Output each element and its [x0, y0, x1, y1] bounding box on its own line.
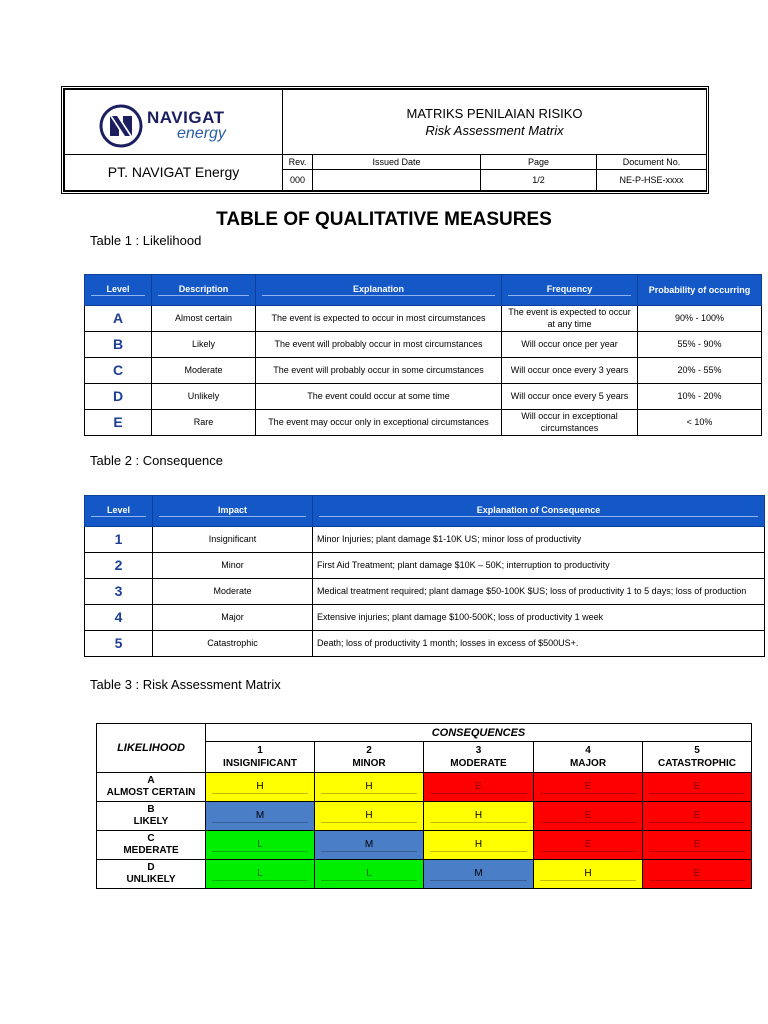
t2-header-impact: Impact — [153, 496, 313, 527]
doc-title-id: MATRIKS PENILAIAN RISIKO — [406, 105, 583, 121]
matrix-row-name: MEDERATE — [123, 845, 179, 856]
t2-cell-level: 1 — [85, 527, 153, 553]
t1-cell-probability: 90% - 100% — [638, 306, 762, 332]
matrix-risk-cell — [643, 773, 752, 802]
risk-rating: M — [212, 810, 308, 823]
t2-cell-level: 3 — [85, 579, 153, 605]
matrix-risk-cell — [315, 802, 424, 831]
t1-cell-level: C — [85, 358, 152, 384]
t2-cell-level: 4 — [85, 605, 153, 631]
t2-cell-explanation: First Aid Treatment; plant damage $10K – 50K; interruption to productivity — [313, 553, 765, 579]
matrix-risk-cell — [206, 773, 315, 802]
t1-cell-level: E — [85, 410, 152, 436]
meta-label-rev: Rev. — [283, 154, 313, 169]
matrix-risk-cell — [206, 802, 315, 831]
matrix-row-name: ALMOST CERTAIN — [106, 787, 196, 798]
meta-label-issued-date: Issued Date — [313, 154, 481, 169]
t1-cell-probability: < 10% — [638, 410, 762, 436]
table3-caption: Table 3 : Risk Assessment Matrix — [90, 677, 281, 692]
risk-rating: E — [649, 839, 745, 852]
matrix-row-name: LIKELY — [133, 816, 169, 827]
matrix-risk-cell — [534, 802, 643, 831]
matrix-row-letter: A — [147, 774, 155, 786]
consequence-row — [85, 553, 765, 579]
risk-rating: E — [649, 868, 745, 881]
t1-cell-probability: 55% - 90% — [638, 332, 762, 358]
t1-cell-level: A — [85, 306, 152, 332]
t1-cell-frequency: Will occur once per year — [502, 332, 638, 358]
likelihood-label: LIKELIHOOD — [97, 724, 206, 773]
t2-cell-impact: Moderate — [153, 579, 313, 605]
risk-rating: H — [321, 810, 417, 823]
matrix-col-num: 5 — [694, 745, 700, 756]
t1-cell-level: B — [85, 332, 152, 358]
t2-cell-impact: Minor — [153, 553, 313, 579]
matrix-risk-cell — [534, 773, 643, 802]
t2-cell-impact: Catastrophic — [153, 631, 313, 657]
meta-value-doc-no: NE-P-HSE-xxxx — [597, 169, 707, 190]
company-name: PT. NAVIGAT Energy — [65, 154, 283, 190]
t1-cell-explanation: The event is expected to occur in most circumstances — [256, 306, 502, 332]
t1-cell-description: Moderate — [152, 358, 256, 384]
matrix-risk-cell — [424, 831, 534, 860]
meta-label-page: Page — [481, 154, 597, 169]
matrix-risk-cell — [643, 860, 752, 889]
doc-title-en: Risk Assessment Matrix — [425, 122, 564, 138]
logo-name: NAVIGAT — [147, 108, 225, 127]
table2-caption: Table 2 : Consequence — [90, 453, 223, 468]
risk-rating: H — [212, 781, 308, 794]
risk-rating: E — [649, 810, 745, 823]
t1-cell-probability: 20% - 55% — [638, 358, 762, 384]
risk-rating: H — [430, 810, 527, 823]
matrix-row-header — [97, 773, 206, 802]
document-header — [64, 89, 707, 191]
t2-cell-explanation: Extensive injuries; plant damage $100-500K; loss of productivity 1 week — [313, 605, 765, 631]
matrix-risk-cell — [206, 860, 315, 889]
likelihood-row — [85, 306, 762, 332]
t1-cell-frequency: Will occur once every 3 years — [502, 358, 638, 384]
consequence-row — [85, 631, 765, 657]
matrix-row-header — [97, 860, 206, 889]
meta-value-page: 1/2 — [481, 169, 597, 190]
t1-cell-level: D — [85, 384, 152, 410]
likelihood-row — [85, 410, 762, 436]
main-title: TABLE OF QUALITATIVE MEASURES — [216, 209, 552, 230]
matrix-row — [97, 860, 752, 889]
risk-rating: E — [430, 781, 527, 794]
likelihood-row — [85, 358, 762, 384]
navigat-logo-icon — [99, 104, 143, 148]
matrix-risk-cell — [315, 773, 424, 802]
logo-sub: energy — [177, 125, 226, 142]
risk-rating: H — [430, 839, 527, 852]
t1-cell-probability: 10% - 20% — [638, 384, 762, 410]
matrix-risk-cell — [315, 860, 424, 889]
matrix-col-header — [424, 742, 534, 773]
matrix-col-num: 1 — [257, 745, 263, 756]
t1-cell-frequency: Will occur once every 5 years — [502, 384, 638, 410]
risk-rating: H — [540, 868, 636, 881]
matrix-risk-cell — [424, 802, 534, 831]
matrix-col-num: 2 — [366, 745, 372, 756]
risk-rating: L — [212, 868, 308, 881]
t1-cell-description: Rare — [152, 410, 256, 436]
risk-rating: H — [321, 781, 417, 794]
matrix-col-header — [206, 742, 315, 773]
t1-cell-explanation: The event could occur at some time — [256, 384, 502, 410]
risk-rating: M — [321, 839, 417, 852]
matrix-row-header — [97, 831, 206, 860]
meta-value-issued-date — [313, 169, 481, 190]
matrix-col-header — [534, 742, 643, 773]
consequence-row — [85, 527, 765, 553]
t1-cell-explanation: The event may occur only in exceptional circumstances — [256, 410, 502, 436]
risk-rating: L — [212, 839, 308, 852]
t1-header-level: Level — [85, 275, 152, 306]
t1-cell-description: Unlikely — [152, 384, 256, 410]
t2-header-level: Level — [85, 496, 153, 527]
t2-cell-level: 5 — [85, 631, 153, 657]
t1-header-probability: Probability of occurring — [638, 275, 762, 306]
matrix-col-header — [315, 742, 424, 773]
t2-cell-impact: Insignificant — [153, 527, 313, 553]
risk-matrix — [96, 723, 752, 889]
matrix-row-header — [97, 802, 206, 831]
consequence-row — [85, 605, 765, 631]
t1-cell-frequency: The event is expected to occur at any time — [502, 306, 638, 332]
matrix-risk-cell — [424, 860, 534, 889]
matrix-row — [97, 802, 752, 831]
matrix-col-name: MINOR — [352, 758, 386, 769]
risk-rating: E — [649, 781, 745, 794]
t1-cell-frequency: Will occur in exceptional circumstances — [502, 410, 638, 436]
table1-caption: Table 1 : Likelihood — [90, 233, 202, 248]
matrix-col-header — [643, 742, 752, 773]
matrix-row-name: UNLIKELY — [126, 874, 176, 885]
t1-cell-explanation: The event will probably occur in some circumstances — [256, 358, 502, 384]
risk-rating: E — [540, 839, 636, 852]
matrix-row-letter: D — [147, 861, 155, 873]
company-logo — [99, 104, 249, 148]
risk-rating: M — [430, 868, 527, 881]
t1-cell-description: Almost certain — [152, 306, 256, 332]
consequence-row — [85, 579, 765, 605]
likelihood-row — [85, 384, 762, 410]
meta-value-rev: 000 — [283, 169, 313, 190]
t1-cell-description: Likely — [152, 332, 256, 358]
risk-rating: E — [540, 781, 636, 794]
risk-rating: E — [540, 810, 636, 823]
logo-cell — [65, 90, 283, 155]
meta-label-doc-no: Document No. — [597, 154, 707, 169]
matrix-row — [97, 831, 752, 860]
matrix-risk-cell — [534, 831, 643, 860]
matrix-risk-cell — [315, 831, 424, 860]
t2-cell-explanation: Medical treatment required; plant damage $50-100K $US; loss of productivity 1 to 5 days; loss of production — [313, 579, 765, 605]
t2-cell-explanation: Minor Injuries; plant damage $1-10K US; minor loss of productivity — [313, 527, 765, 553]
t1-header-description: Description — [152, 275, 256, 306]
matrix-risk-cell — [643, 802, 752, 831]
t2-cell-impact: Major — [153, 605, 313, 631]
consequences-label: CONSEQUENCES — [206, 724, 752, 742]
t2-header-explanation: Explanation of Consequence — [313, 496, 765, 527]
likelihood-table — [84, 274, 762, 436]
likelihood-row — [85, 332, 762, 358]
matrix-col-name: MODERATE — [450, 758, 507, 769]
t2-cell-explanation: Death; loss of productivity 1 month; losses in excess of $500US+. — [313, 631, 765, 657]
risk-rating: L — [321, 868, 417, 881]
matrix-risk-cell — [643, 831, 752, 860]
matrix-risk-cell — [206, 831, 315, 860]
t1-header-frequency: Frequency — [502, 275, 638, 306]
t1-cell-explanation: The event will probably occur in most circumstances — [256, 332, 502, 358]
matrix-col-name: INSIGNIFICANT — [223, 758, 297, 769]
matrix-col-num: 4 — [585, 745, 591, 756]
matrix-col-num: 3 — [475, 745, 482, 756]
matrix-col-name: MAJOR — [569, 758, 607, 769]
t2-cell-level: 2 — [85, 553, 153, 579]
matrix-col-name: CATASTROPHIC — [658, 758, 736, 769]
matrix-risk-cell — [424, 773, 534, 802]
matrix-risk-cell — [534, 860, 643, 889]
t1-header-explanation: Explanation — [256, 275, 502, 306]
matrix-row-letter: B — [147, 803, 155, 815]
matrix-row-letter: C — [147, 832, 155, 844]
doc-title-cell — [283, 90, 707, 155]
matrix-row — [97, 773, 752, 802]
consequence-table — [84, 495, 765, 657]
